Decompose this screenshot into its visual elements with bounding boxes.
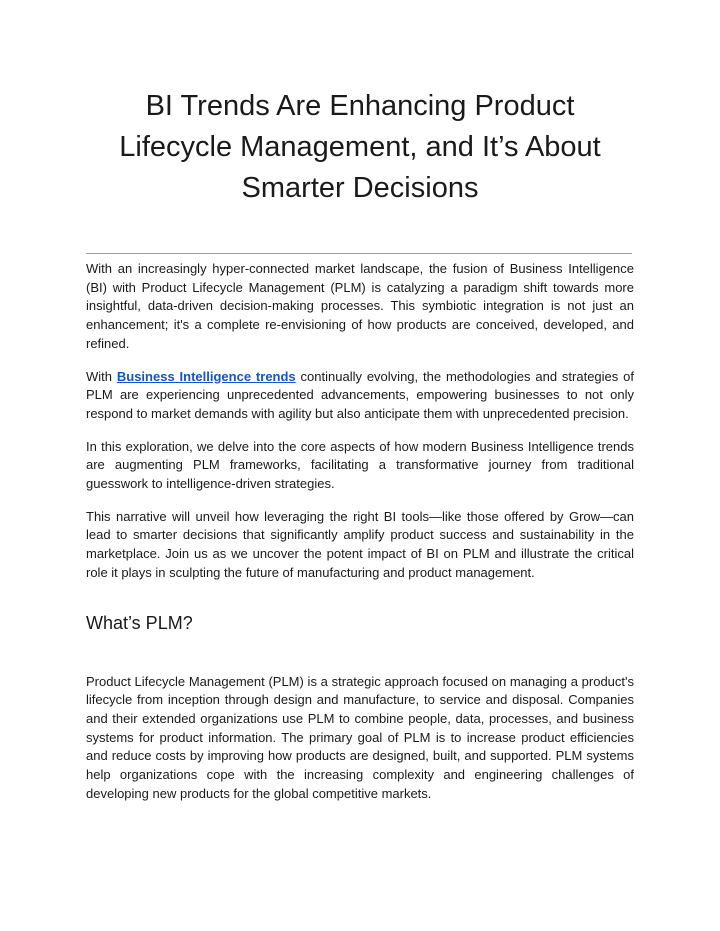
document-title	[86, 86, 634, 209]
document-body	[86, 260, 634, 803]
intro-paragraph: With an increasingly hyper-connected market landscape, the fusion of Business Intelligence (BI) with Product Lifecycle Management (PLM) is catalyzing a paradigm shift towards more insightful, data-driven decision-making processes. This symbiotic integration is not just an enhancement; it's a complete re-envisioning of how products are conceived, developed, and refined.	[86, 261, 634, 351]
trends-paragraph	[86, 368, 634, 424]
exploration-paragraph: In this exploration, we delve into the core aspects of how modern Business Intelligence trends are augmenting PLM frameworks, facilitating a transformative journey from traditional guesswork to intelligence-driven strategies.	[86, 438, 634, 492]
plm-definition-paragraph: Product Lifecycle Management (PLM) is a strategic approach focused on managing a product's lifecycle from inception through design and manufacture, to service and disposal. Companies and their extended organizations use PLM to combine people, data, processes, and business systems for product information. The primary goal of PLM is to increase product efficiencies and reduce costs by improving how products are designed, built, and supported. PLM systems help organizations cope with the increasing complexity and engineering challenges of developing new products for the global competitive markets.	[86, 673, 634, 801]
title-line: BI Trends Are Enhancing Product	[145, 90, 575, 122]
narrative-paragraph: This narrative will unveil how leveraging the right BI tools—like those offered by Grow—can lead to smarter decisions that significantly amplify product success and sustainability in the marketplace. Join us as we uncover the potent impact of BI on PLM and illustrate the critical role it plays in sculpting the future of manufacturing and product management.	[86, 508, 634, 580]
trends-paragraph-rest: continually evolving, the methodologies and strategies of PLM are experiencing unprecedented advancements, empowering businesses to not only respond to market demands with agility but also anticipate them with unprecedented precision.	[86, 368, 634, 421]
business-intelligence-trends-link[interactable]: Business Intelligence trends	[116, 368, 296, 384]
trends-paragraph-lead: With	[86, 368, 117, 384]
title-line: Lifecycle Management, and It’s About	[119, 131, 601, 163]
section-heading-whats-plm: What’s PLM?	[86, 612, 193, 633]
title-line: Smarter Decisions	[241, 172, 479, 204]
horizontal-divider	[86, 253, 632, 254]
